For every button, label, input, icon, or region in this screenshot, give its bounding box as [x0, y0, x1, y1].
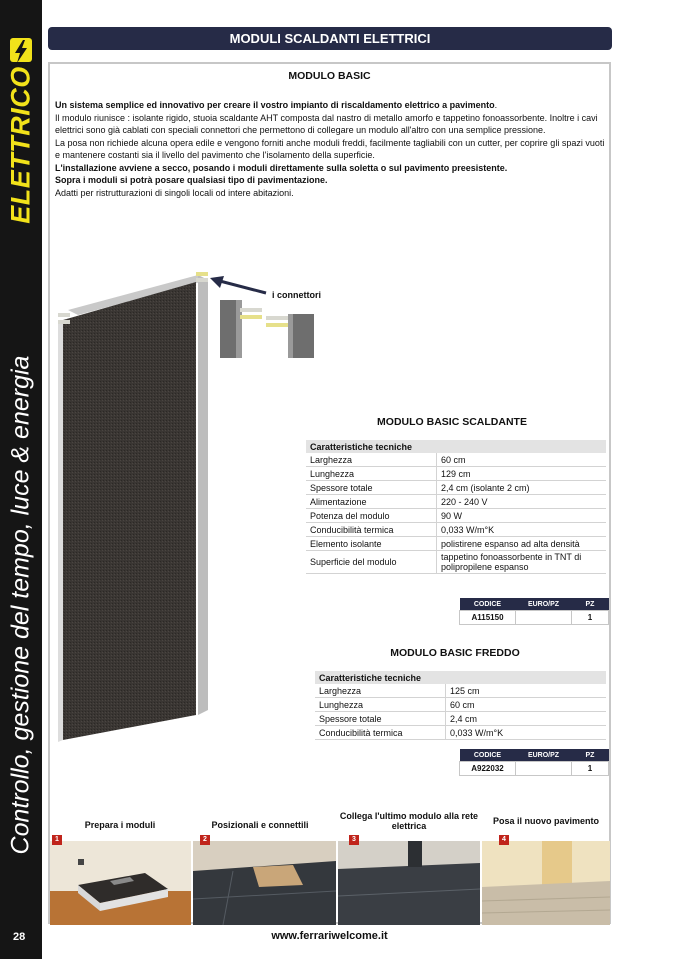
spec-table-scaldante	[306, 440, 606, 574]
table-row	[460, 611, 609, 625]
table-row	[315, 698, 606, 712]
code-header: CODICE	[460, 749, 516, 762]
lightning-bolt-icon	[8, 36, 34, 66]
spec-value: 2,4 cm	[446, 712, 607, 726]
intro-headline: Un sistema semplice ed innovativo per creare il vostro impianto di riscaldamento elettrico a pavimento	[55, 100, 495, 110]
footer-website[interactable]: www.ferrariwelcome.it	[271, 930, 388, 942]
spec-key: Larghezza	[315, 684, 446, 698]
page-header: MODULI SCALDANTI ELETTRICI	[48, 27, 612, 50]
table-row	[306, 467, 606, 481]
spec-key: Alimentazione	[306, 495, 437, 509]
product-code: A115150	[460, 611, 516, 625]
price-header: EURO/PZ	[516, 749, 572, 762]
step-photo-3	[338, 841, 480, 925]
spec-key: Spessore totale	[315, 712, 446, 726]
product-price	[516, 762, 572, 776]
step-number-badge: 3	[349, 835, 359, 845]
code-table-freddo	[459, 749, 609, 776]
table-row	[306, 453, 606, 467]
step-photo-4	[482, 841, 610, 925]
step-number-badge: 2	[200, 835, 210, 845]
spec-value: 60 cm	[446, 698, 607, 712]
spec-table-freddo	[315, 671, 606, 740]
table-row	[306, 481, 606, 495]
spec-table-header: Caratteristiche tecniche	[315, 671, 606, 684]
product-qty: 1	[572, 611, 609, 625]
spec-value: 60 cm	[437, 453, 607, 467]
spec-value: 220 - 240 V	[437, 495, 607, 509]
intro-paragraph: Sopra i moduli si potrà posare qualsiasi tipo di pavimentazione.	[55, 175, 328, 185]
spec-key: Elemento isolante	[306, 537, 437, 551]
intro-paragraph: La posa non richiede alcuna opera edile e vengono forniti anche moduli freddi, facilmente tagliabili con un cutter, per coprire gli spazi vuoti e mantenere costanti sia il livello del pavimento che l'isolamento della superficie.	[55, 137, 605, 160]
spec-value: polistirene espanso ad alta densità	[437, 537, 607, 551]
spec-key: Spessore totale	[306, 481, 437, 495]
product-qty: 1	[572, 762, 609, 776]
page-number: 28	[13, 931, 26, 943]
table-row	[306, 509, 606, 523]
step-label: Posizionali e connettili	[211, 820, 309, 830]
section-title-freddo: MODULO BASIC FREDDO	[390, 647, 520, 659]
connectors-label: i connettori	[272, 290, 321, 300]
qty-header: PZ	[572, 598, 609, 611]
table-row	[315, 684, 606, 698]
table-row	[306, 523, 606, 537]
table-row	[315, 712, 606, 726]
spec-key: Conducibilità termica	[306, 523, 437, 537]
table-row	[306, 495, 606, 509]
step-label: Collega l'ultimo modulo alla rete elettrica	[339, 811, 479, 831]
spec-value: 2,4 cm (isolante 2 cm)	[437, 481, 607, 495]
product-description	[55, 99, 605, 199]
category-subtitle: Controllo, gestione del tempo, luce & energia	[6, 355, 35, 855]
spec-value: 0,033 W/m°K	[437, 523, 607, 537]
table-row	[315, 726, 606, 740]
intro-paragraph: L'installazione avviene a secco, posando i moduli direttamente sulla soletta o sul pavimento preesistente.	[55, 162, 508, 173]
table-row	[306, 551, 606, 574]
step-label: Prepara i moduli	[84, 820, 156, 830]
intro-paragraph: Adatti per ristrutturazioni di singoli locali od intere abitazioni.	[55, 187, 294, 198]
connectors-image	[204, 270, 324, 370]
spec-key: Larghezza	[306, 453, 437, 467]
product-title: MODULO BASIC	[288, 70, 371, 82]
code-header: CODICE	[460, 598, 516, 611]
spec-key: Superficie del modulo	[306, 551, 437, 574]
step-number-badge: 1	[52, 835, 62, 845]
spec-key: Lunghezza	[306, 467, 437, 481]
step-photo-2	[193, 841, 336, 925]
sidebar	[0, 0, 42, 959]
spec-value: 0,033 W/m°K	[446, 726, 607, 740]
qty-header: PZ	[572, 749, 609, 762]
spec-table-header: Caratteristiche tecniche	[306, 440, 606, 453]
section-title-scaldante: MODULO BASIC SCALDANTE	[377, 416, 527, 428]
spec-value: 129 cm	[437, 467, 607, 481]
spec-value: 125 cm	[446, 684, 607, 698]
product-code: A922032	[460, 762, 516, 776]
intro-paragraph: Il modulo riunisce : isolante rigido, stuoia scaldante AHT composta dal nastro di metallo amorfo e tappetino fonoassorbente. Inoltre i cavi elettrici sono già cablati con speciali connettori che permettono di collegare un modulo all'altro con una semplice pressione.	[55, 112, 598, 135]
price-header: EURO/PZ	[516, 598, 572, 611]
step-photo-1	[50, 841, 191, 925]
code-table-scaldante	[459, 598, 609, 625]
step-label: Posa il nuovo pavimento	[492, 816, 600, 826]
intro-headline-tail: .	[494, 100, 498, 110]
spec-key: Potenza del modulo	[306, 509, 437, 523]
table-row	[306, 537, 606, 551]
table-row	[460, 762, 609, 776]
category-title: ELETTRICO	[5, 66, 36, 224]
spec-value: tappetino fonoassorbente in TNT di polipropilene espanso	[437, 551, 607, 574]
heating-module-image	[58, 270, 213, 745]
product-price	[516, 611, 572, 625]
spec-value: 90 W	[437, 509, 607, 523]
spec-key: Lunghezza	[315, 698, 446, 712]
step-number-badge: 4	[499, 835, 509, 845]
spec-key: Conducibilità termica	[315, 726, 446, 740]
